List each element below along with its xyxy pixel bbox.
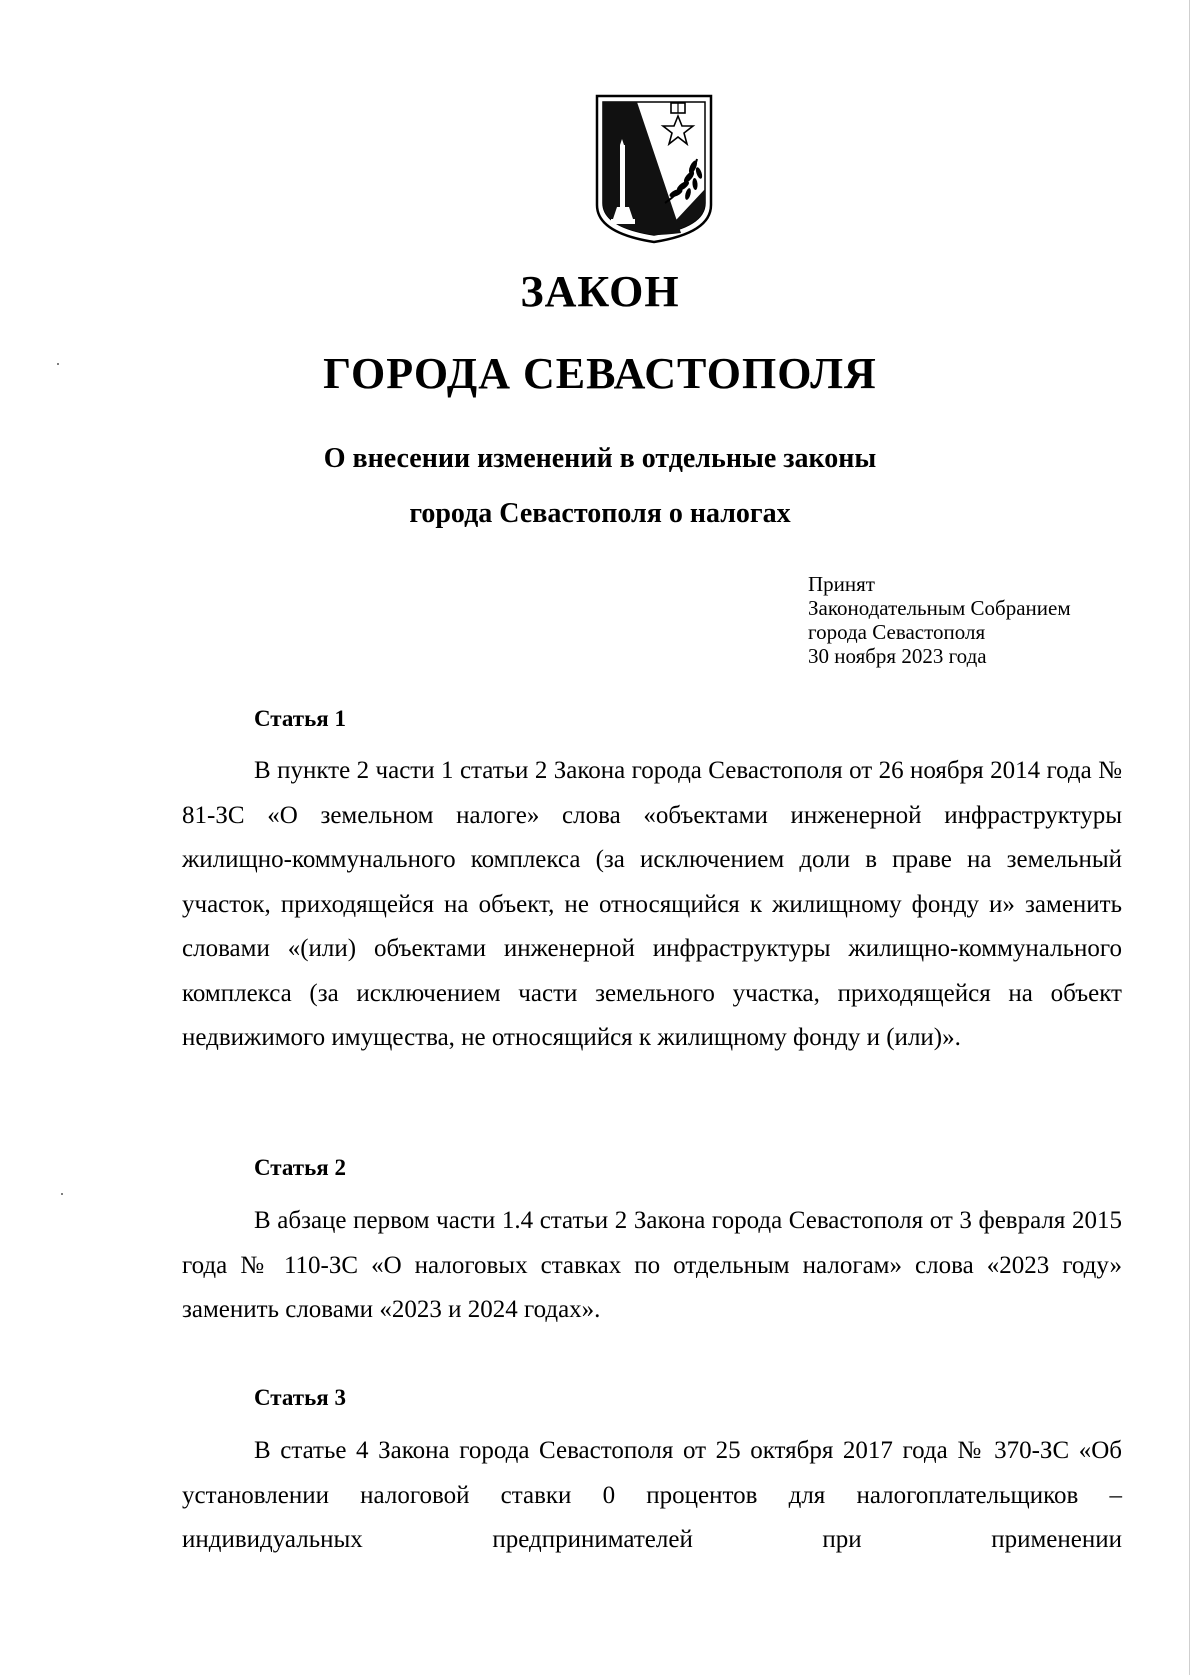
article-2-heading: Статья 2	[254, 1155, 346, 1180]
page-edge-line	[1189, 0, 1190, 1675]
scan-speck	[61, 1193, 63, 1195]
adoption-note-line: Принят	[808, 572, 875, 596]
document-subtitle-continued: города Севастополя о налогах	[409, 498, 791, 529]
adoption-note-line: города Севастополя	[808, 620, 986, 644]
document-title-city: ГОРОДА СЕВАСТОПОЛЯ	[323, 349, 877, 398]
document-title: ЗАКОН	[520, 267, 680, 316]
article-1-heading: Статья 1	[254, 706, 346, 731]
sevastopol-coat-of-arms-icon	[593, 93, 715, 245]
adoption-note-line: Законодательным Собранием	[808, 596, 1071, 620]
article-3-text: В статье 4 Закона города Севастополя от 25 октября 2017 года № 370-ЗС «Об установлении налоговой ставки 0 процентов для налогоплательщиков – индивидуальных предпринимателей при применении	[182, 1437, 1122, 1553]
article-1-text: В пункте 2 части 1 статьи 2 Закона города Севастополя от 26 ноября 2014 года № 81-ЗС «О земельном налоге» слова «объектами инженерной инфраструктуры жилищно-коммунального комплекса (за исключением доли в праве на земельный участок, приходящейся на объект, не относящийся к жилищному фонду и» заменить словами «(или) объектами инженерной инфраструктуры жилищно-коммунального комплекса (за исключением части земельного участка, приходящейся на объект недвижимого имущества, не относящийся к жилищному фонду и (или)».	[182, 757, 1122, 1051]
article-3-heading: Статья 3	[254, 1385, 346, 1410]
article-2-text: В абзаце первом части 1.4 статьи 2 Закона города Севастополя от 3 февраля 2015 года № 110-ЗС «О налоговых ставках по отдельным налогам» слова «2023 году» заменить словами «2023 и 2024 годах».	[182, 1207, 1122, 1323]
adoption-note	[808, 572, 1071, 668]
adoption-date: 30 ноября 2023 года	[808, 644, 987, 668]
document-subtitle: О внесении изменений в отдельные законы	[323, 443, 877, 474]
